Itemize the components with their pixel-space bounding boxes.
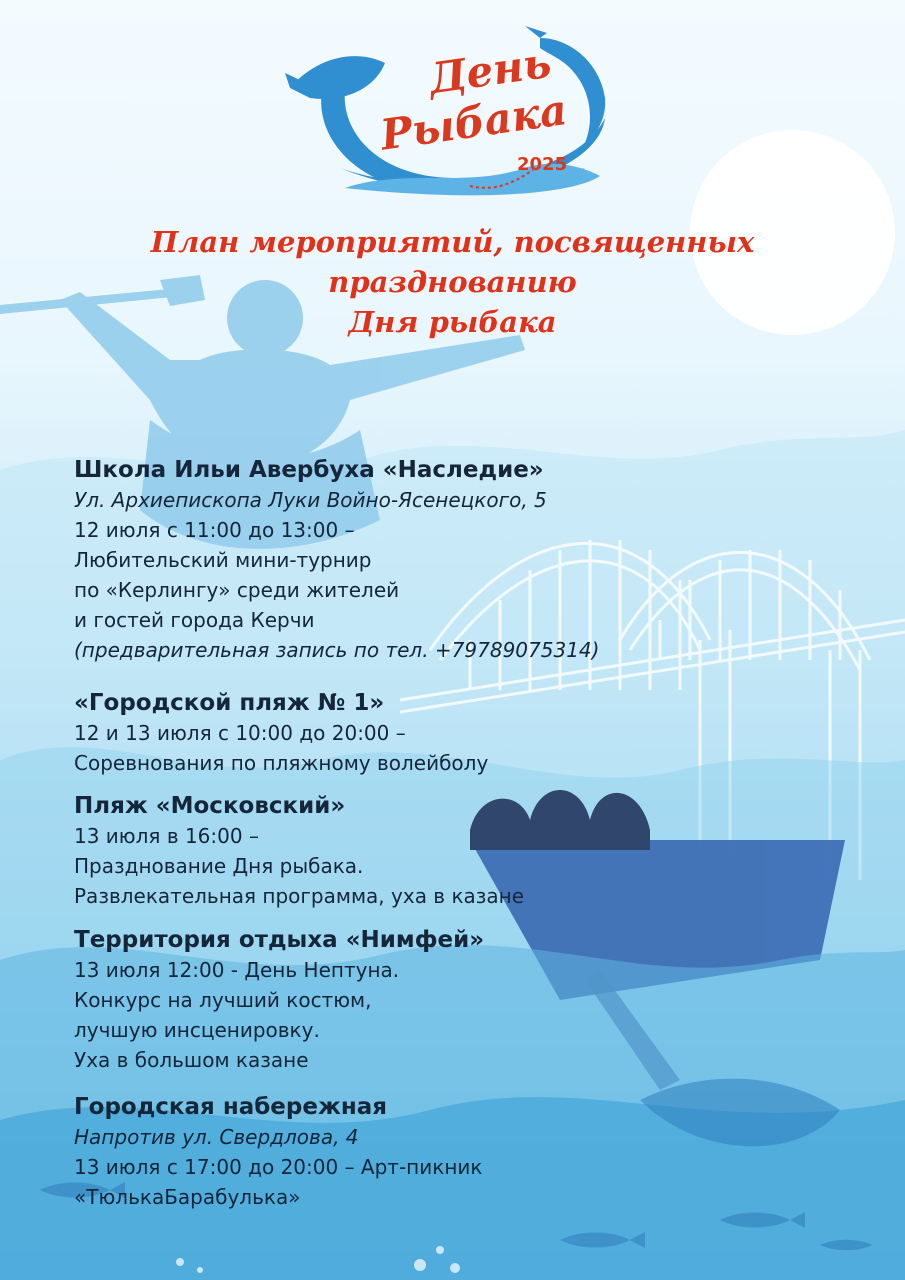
event-address: Ул. Архиепископа Луки Войно-Ясенецкого, 5 — [74, 488, 547, 512]
event-title: Школа Ильи Авербуха «Наследие» — [74, 457, 544, 483]
event-line: 13 июля с 17:00 до 20:00 – Арт-пикник — [74, 1155, 483, 1179]
headline-line2: Дня рыбака — [348, 305, 557, 339]
logo-year: 2025 — [517, 154, 568, 175]
event-title: Пляж «Московский» — [74, 793, 346, 819]
page-headline — [40, 222, 865, 342]
event-line: Соревнования по пляжному волейболу — [74, 751, 489, 775]
event-line: Празднование Дня рыбака. — [74, 854, 364, 878]
event-line: 12 и 13 июля с 10:00 до 20:00 – — [74, 721, 406, 745]
logo-title-line1: День — [425, 37, 555, 104]
event-line: и гостей города Керчи — [74, 608, 315, 632]
event-line: 13 июля в 16:00 – — [74, 824, 259, 848]
event-line: по «Керлингу» среди жителей — [74, 578, 400, 602]
event-line: Любительский мини-турнир — [74, 548, 372, 572]
event-line: Конкурс на лучший костюм, — [74, 988, 372, 1012]
event-line: Уха в большом казане — [74, 1048, 309, 1072]
event-line: лучшую инсценировку. — [74, 1018, 320, 1042]
logo-title-line2: Рыбака — [377, 85, 571, 160]
event-line: «ТюлькаБарабулька» — [74, 1185, 301, 1209]
headline-line1: План мероприятий, посвященных празднованию — [150, 225, 755, 299]
event-address: Напротив ул. Свердлова, 4 — [74, 1125, 359, 1149]
event-block — [74, 455, 599, 665]
event-registration-note: (предварительная запись по тел. +79789075314) — [74, 638, 600, 662]
event-block — [74, 925, 484, 1075]
event-line: 12 июля с 11:00 до 13:00 – — [74, 518, 355, 542]
event-title: Территория отдыха «Нимфей» — [74, 927, 485, 953]
event-title: «Городской пляж № 1» — [74, 690, 385, 716]
event-title: Городская набережная — [74, 1094, 388, 1120]
event-block — [74, 791, 524, 911]
event-line: Развлекательная программа, уха в казане — [74, 884, 525, 908]
event-block — [74, 688, 488, 778]
event-line: 13 июля 12:00 - День Нептуна. — [74, 958, 400, 982]
event-logo — [285, 18, 630, 203]
event-block — [74, 1092, 483, 1212]
